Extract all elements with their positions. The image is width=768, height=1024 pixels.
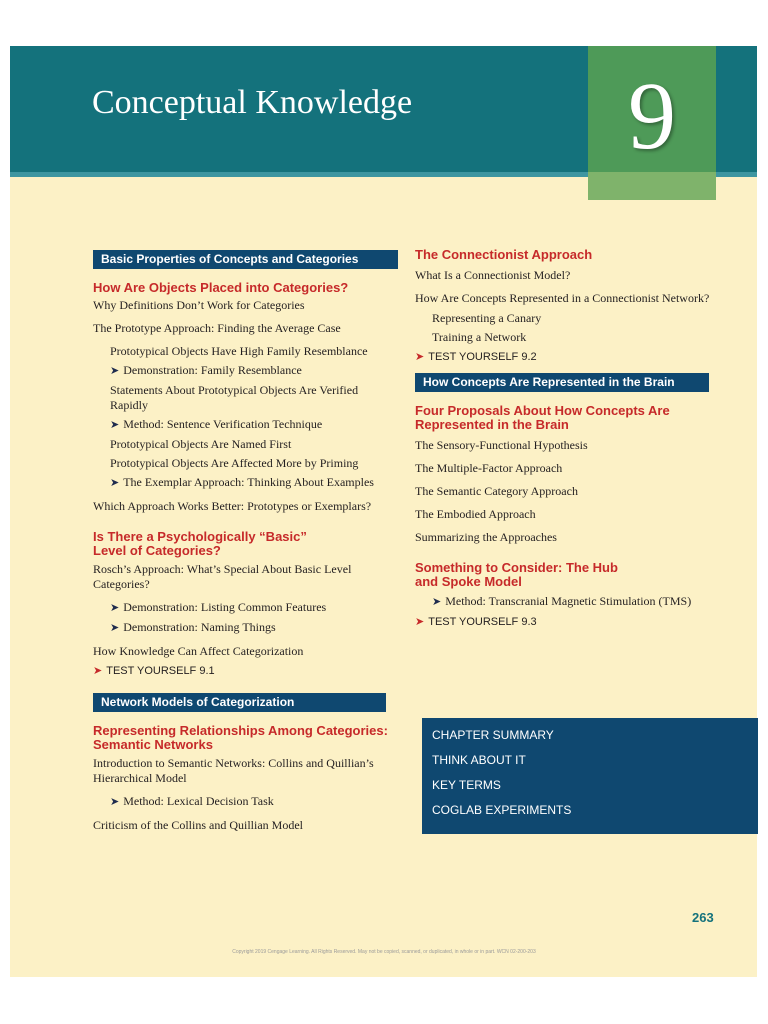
toc-item: Prototypical Objects Are Named First <box>110 437 292 451</box>
toc-left-column <box>93 250 398 833</box>
toc-item: Summarizing the Approaches <box>415 530 557 544</box>
coglab-experiments-link[interactable]: COGLAB EXPERIMENTS <box>432 803 572 817</box>
toc-item: Why Definitions Don’t Work for Categories <box>93 298 305 312</box>
test-yourself-9-1: ➤ TEST YOURSELF 9.1 <box>93 665 215 677</box>
toc-item-method: ➤ Demonstration: Family Resemblance <box>110 363 302 377</box>
test-yourself-9-3: ➤ TEST YOURSELF 9.3 <box>415 616 537 628</box>
test-yourself-9-2: ➤ TEST YOURSELF 9.2 <box>415 351 537 363</box>
toc-item: Introduction to Semantic Networks: Collins and Quillian’s Hierarchical Model <box>93 756 374 785</box>
heading-four-proposals: Four Proposals About How Concepts Are Represented in the Brain <box>415 403 670 432</box>
toc-item: Prototypical Objects Have High Family Resemblance <box>110 344 368 358</box>
toc-item: Criticism of the Collins and Quillian Model <box>93 818 303 832</box>
section-bar-network-models: Network Models of Categorization <box>93 693 386 712</box>
toc-item-method: ➤ Method: Sentence Verification Technique <box>110 417 323 431</box>
toc-item-method: ➤ Demonstration: Listing Common Features <box>110 600 327 614</box>
toc-item: Prototypical Objects Are Affected More by Priming <box>110 456 359 470</box>
toc-item: The Embodied Approach <box>415 507 536 521</box>
toc-item: Statements About Prototypical Objects Are Verified Rapidly <box>110 383 359 412</box>
copyright-notice: Copyright 2019 Cengage Learning. All Rights Reserved. May not be copied, scanned, or duplicated, in whole or in part. WCN 02-200-203 <box>232 949 536 955</box>
toc-right-column <box>415 248 720 630</box>
toc-item-method: ➤ Method: Transcranial Magnetic Stimulation (TMS) <box>432 594 692 608</box>
toc-item: Representing a Canary <box>432 311 542 325</box>
chapter-number-box-tab <box>588 172 716 200</box>
heading-connectionist: The Connectionist Approach <box>415 247 593 262</box>
toc-item: Training a Network <box>432 330 527 344</box>
toc-item: How Are Concepts Represented in a Connectionist Network? <box>415 291 710 305</box>
arrow-icon: ➤ <box>110 622 120 634</box>
toc-item: The Semantic Category Approach <box>415 484 578 498</box>
heading-basic-level: Is There a Psychologically “Basic” Level of Categories? <box>93 529 307 558</box>
toc-item-method: ➤ Method: Lexical Decision Task <box>110 794 274 808</box>
arrow-icon: ➤ <box>110 602 120 614</box>
arrow-icon: ➤ <box>110 796 120 808</box>
toc-item-method: ➤ Demonstration: Naming Things <box>110 620 276 634</box>
chapter-summary-link[interactable]: CHAPTER SUMMARY <box>432 728 554 742</box>
chapter-number: 9 <box>628 62 676 169</box>
toc-item: What Is a Connectionist Model? <box>415 268 571 282</box>
chapter-extras-box <box>422 718 758 834</box>
toc-item: The Sensory-Functional Hypothesis <box>415 438 588 452</box>
chapter-number-box <box>588 46 716 200</box>
arrow-icon: ➤ <box>415 616 425 628</box>
section-bar-concepts-brain: How Concepts Are Represented in the Brain <box>415 373 709 392</box>
toc-item: Which Approach Works Better: Prototypes or Exemplars? <box>93 499 372 513</box>
arrow-icon: ➤ <box>110 419 120 431</box>
toc-item: Rosch’s Approach: What’s Special About Basic Level Categories? <box>93 562 352 591</box>
key-terms-link[interactable]: KEY TERMS <box>432 778 501 792</box>
think-about-it-link[interactable]: THINK ABOUT IT <box>432 753 526 767</box>
page-number: 263 <box>692 910 714 925</box>
heading-hub-spoke: Something to Consider: The Hub and Spoke Model <box>415 560 618 589</box>
arrow-icon: ➤ <box>110 477 120 489</box>
chapter-title: Conceptual Knowledge <box>92 84 413 121</box>
arrow-icon: ➤ <box>110 365 120 377</box>
arrow-icon: ➤ <box>93 665 103 677</box>
heading-semantic-networks: Representing Relationships Among Categories: Semantic Networks <box>93 723 388 752</box>
toc-item-method: ➤ The Exemplar Approach: Thinking About Examples <box>110 475 374 489</box>
toc-item: How Knowledge Can Affect Categorization <box>93 644 304 658</box>
arrow-icon: ➤ <box>432 596 442 608</box>
arrow-icon: ➤ <box>415 351 425 363</box>
toc-item: The Multiple-Factor Approach <box>415 461 563 475</box>
heading-objects-placed: How Are Objects Placed into Categories? <box>93 280 349 295</box>
toc-item: The Prototype Approach: Finding the Average Case <box>93 321 341 335</box>
section-bar-basic-properties: Basic Properties of Concepts and Categories <box>93 250 398 269</box>
